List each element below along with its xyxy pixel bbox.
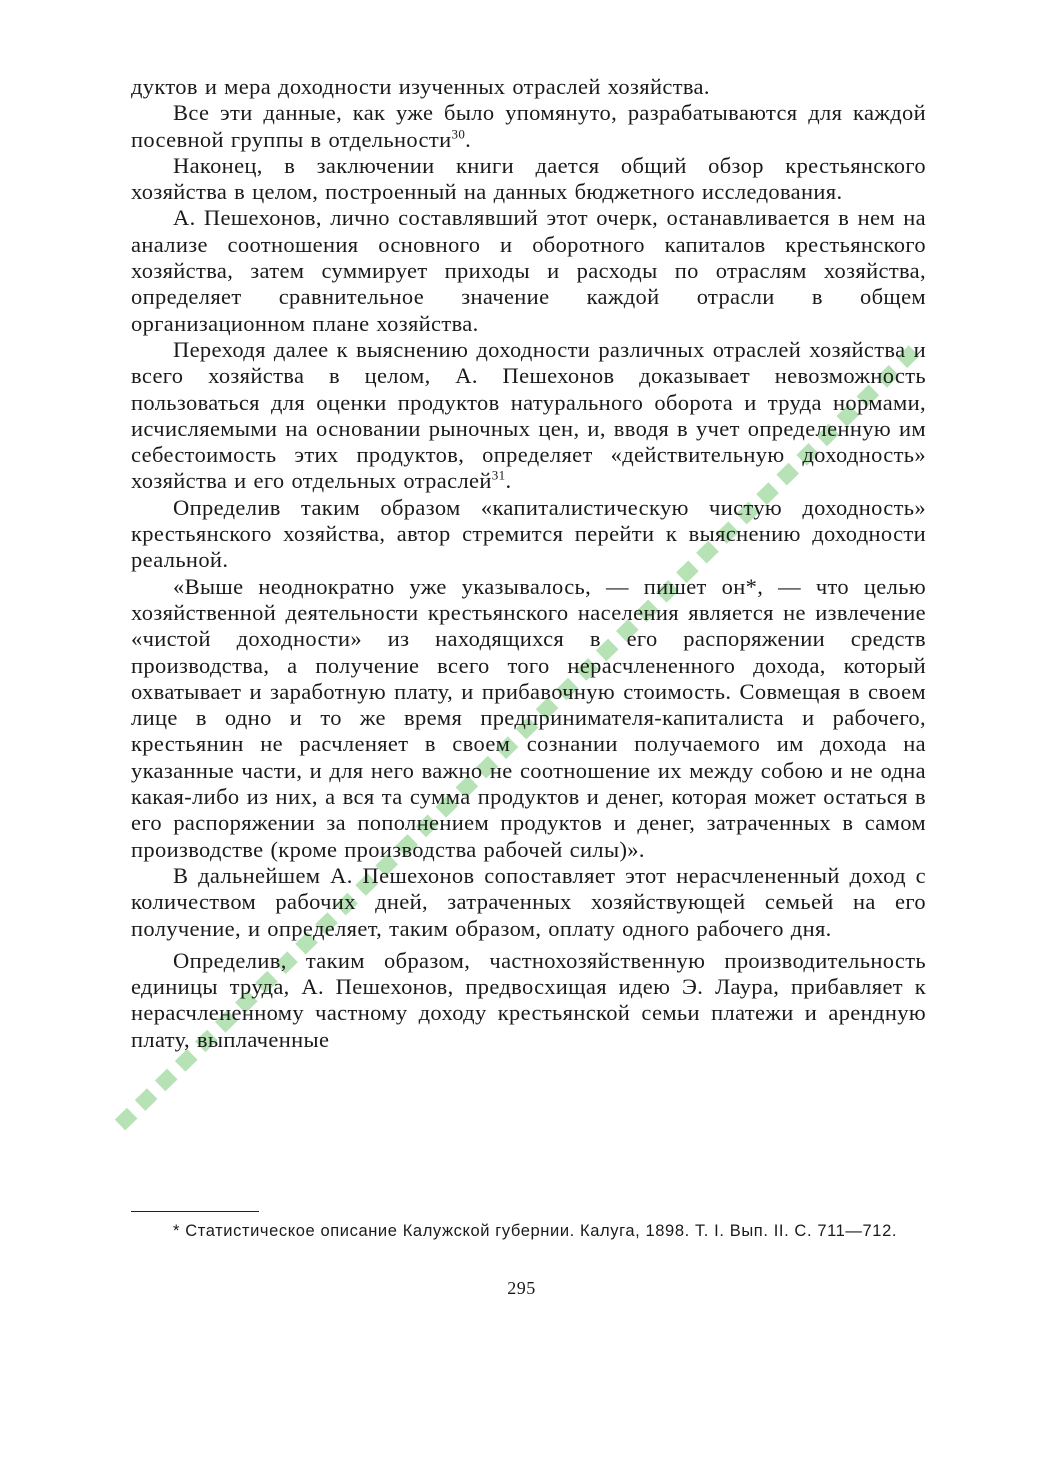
paragraph-text: Все эти данные, как уже было упомянуто, разрабатываются для каждой посевной группы в отдельности (131, 100, 926, 152)
paragraph-text: Переходя далее к выяснению доходности различных отраслей хозяйства и всего хозяйства в целом, А. Пешехонов доказывает невозможность пользоваться для оценки продуктов натурального оборота и труда нормами, исчисляемыми на основании рыночных цен, и, вводя в учет определенную им себестоимость этих продуктов, определяет «действительную доходность» хозяйства и его отдельных отраслей (131, 336, 926, 494)
quotation-paragraph (131, 574, 926, 863)
paragraph (131, 205, 926, 336)
paragraph-text: В дальнейшем А. Пешехонов сопоставляет этот нерасчлененный доход с количеством рабочих дней, затраченных хозяйствующей семьей на его получение, и определяет, таким образом, оплату одного рабочего дня. (131, 862, 926, 941)
note-reference: 30 (451, 126, 466, 142)
footnote: * Статистическое описание Калужской губернии. Калуга, 1898. Т. I. Вып. II. С. 711—712. (173, 1222, 898, 1240)
paragraph-text: А. Пешехонов, лично составлявший этот очерк, останавливается в нем на анализе соотношения основного и оборотного капиталов крестьянского хозяйства, затем суммирует приходы и расходы по отраслям хозяйства, определяет сравнительное значение каждой отрасли в общем организационном плане хозяйства. (131, 205, 926, 336)
paragraph-tail: . (465, 126, 472, 152)
paragraph-text: Наконец, в заключении книги дается общий обзор крестьянского хозяйства в целом, построенный на данных бюджетного исследования. (131, 152, 926, 205)
paragraph-text: дуктов и мера доходности изученных отраслей хозяйства. (131, 74, 710, 99)
paragraph-tail: . (505, 468, 512, 494)
paragraph-text: «Выше неоднократно уже указывалось, — пишет он*, — что целью хозяйственной деятельности крестьянского населения является не извлечение «чистой доходности» из находящихся в его распоряжении средств производства, а получение всего того нерасчлененного дохода, который охватывает и заработную плату, и прибавочную стоимость. Совмещая в своем лице в одно и то же время предпринимателя-капиталиста и рабочего, крестьянин не расчленяет в своем сознании получаемого им дохода на указанные части, и для него важно не соотношение их между собою и не одна какая-либо из них, а вся та сумма продуктов и денег, которая может остаться в его распоряжении за пополнением продуктов и денег, затраченных в самом производстве (кроме производства рабочей силы)». (131, 573, 926, 862)
paragraph-text: Определив таким образом «капиталистическую чистую доходность» крестьянского хозяйства, автор стремится перейти к выяснению доходности реальной. (131, 494, 926, 573)
paragraph (131, 153, 926, 206)
footnote-divider (131, 1211, 259, 1212)
paragraph (131, 948, 926, 1053)
note-reference: 31 (491, 467, 506, 483)
page-body (131, 74, 926, 1053)
paragraph (131, 863, 926, 942)
paragraph (131, 337, 926, 495)
paragraph-continued (131, 74, 926, 100)
page-number: 295 (507, 1278, 536, 1298)
paragraph-text: Определив, таким образом, частнохозяйственную производительность единицы труда, А. Пешехонов, предвосхищая идею Э. Лаура, прибавляет к нерасчлененному частному доходу крестьянской семьи платежи и арендную плату, выплаченные (131, 947, 926, 1052)
paragraph (131, 100, 926, 153)
main-text (131, 74, 926, 1053)
paragraph (131, 495, 926, 574)
